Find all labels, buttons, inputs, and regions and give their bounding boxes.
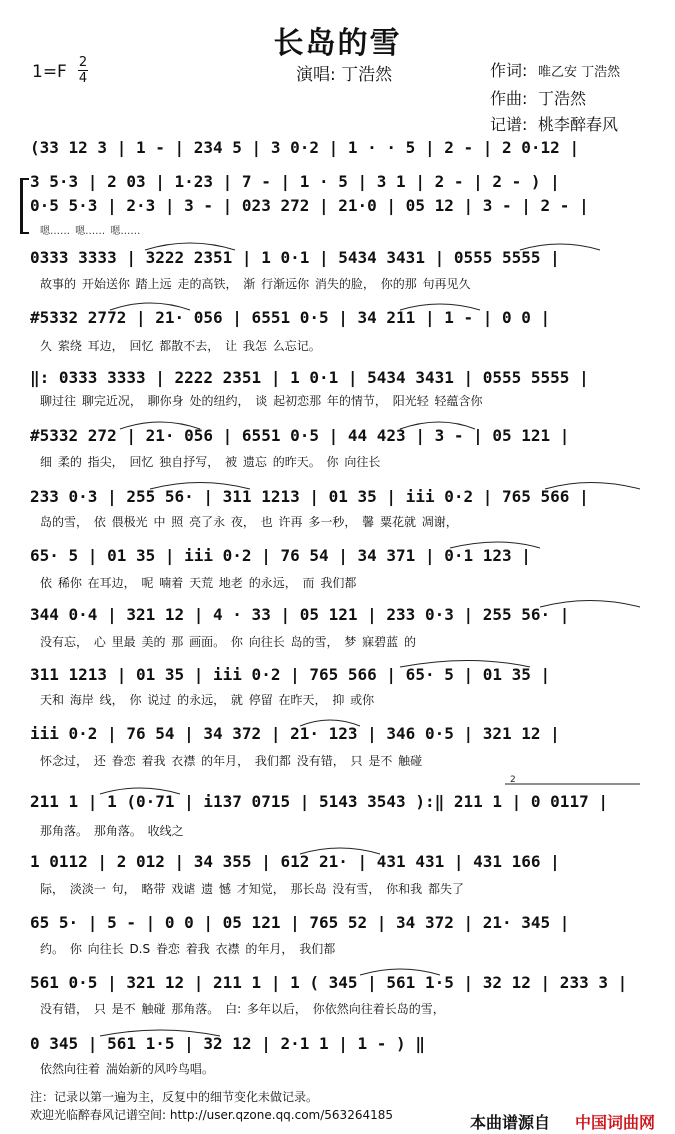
system-bracket [20, 178, 29, 234]
transcription-note: 注：记录以第一遍为主，反复中的细节变化未做记录。 [30, 1090, 319, 1104]
notation-row: #5332 272 | 21· 056 | 6551 0·5 | 44 423 | 3 - | 05 121 | [30, 426, 570, 445]
transcriber: 桃李醉春风 [538, 115, 619, 134]
notation-row: 3 5·3 | 2 03 | 1·23 | 7 - | 1 · 5 | 3 1 | 2 - | 2 - ) | [30, 172, 560, 191]
lyric-row: 没有错， 只 是不 触碰 那角落。 白: 多年以后， 你依然向往着长岛的雪， [40, 1002, 445, 1016]
welcome-text: 欢迎光临醉春风记谱空间: http://user.qzone.qq.com/563264185 [30, 1108, 394, 1122]
lyric-row: 天和 海岸 线， 你 说过 的永远， 就 停留 在昨天， 抑 或你 [40, 693, 375, 707]
lyric-row: 岛的雪， 依 偎极光 中 照 亮了永 夜， 也 许再 多一秒， 馨 粟花就 凋谢， [40, 515, 458, 529]
site-link[interactable]: 中国词曲网 [575, 1113, 656, 1132]
lyricist-label: 作词: [490, 61, 528, 80]
notation-row: 211 1 | 1 (0·71 | i137 0715 | 5143 3543 ):‖ 211 1 | 0 0117 | [30, 792, 608, 811]
notation-row: 0333 3333 | 3222 2351 | 1 0·1 | 5434 3431 | 0555 5555 | [30, 248, 560, 267]
lyricist: 唯乙安 丁浩然 [538, 65, 621, 80]
lyric-row: 没有忘， 心 里最 美的 那 画面。 你 向往长 岛的雪， 梦 寐碧蓝 的 [40, 635, 416, 649]
page-title: 长岛的雪 [273, 26, 402, 61]
time-signature [78, 56, 88, 85]
lyric-row: 依 稀你 在耳边， 呢 喃着 天荒 地老 的永远， 而 我们都 [40, 576, 357, 590]
lyric-row: 聊过往 聊完近况， 聊你身 处的纽约， 谈 起初恋那 年的情节， 阳光轻 轻蕴含你 [40, 394, 483, 408]
composer-label: 作曲: [490, 89, 528, 108]
notation-row: 65 5· | 5 - | 0 0 | 05 121 | 765 52 | 34 372 | 21· 345 | [30, 913, 570, 932]
source-label: 本曲谱源自 [470, 1113, 551, 1132]
notation-row: 1 0112 | 2 012 | 34 355 | 612 21· | 431 431 | 431 166 | [30, 852, 560, 871]
notation-row: 311 1213 | 01 35 | iii 0·2 | 765 566 | 65· 5 | 01 35 | [30, 665, 551, 684]
composer: 丁浩然 [538, 89, 587, 108]
transcriber-line [490, 112, 620, 138]
repeat-ending-number: 2 [510, 775, 516, 785]
transcriber-label: 记谱: [490, 115, 528, 134]
notation-row: (33 12 3 | 1 - | 234 5 | 3 0·2 | 1 · · 5 | 2 - | 2 0·12 | [30, 138, 580, 157]
composer-line [490, 86, 620, 112]
lyric-row: 久 萦绕 耳边， 回忆 都散不去， 让 我怎 么忘记。 [40, 339, 321, 353]
notation-row: ‖: 0333 3333 | 2222 2351 | 1 0·1 | 5434 3431 | 0555 5555 | [30, 368, 589, 387]
lyric-row: 那角落。 那角落。 收线之 [40, 824, 184, 838]
lyric-row: 约。 你 向往长 D.S 眷恋 着我 衣襟 的年月， 我们都 [40, 942, 336, 956]
notation-row: 233 0·3 | 255 56· | 311 1213 | 01 35 | iii 0·2 | 765 566 | [30, 487, 589, 506]
lyric-row: 怀念过， 还 眷恋 着我 衣襟 的年月， 我们都 没有错， 只 是不 触碰 [40, 754, 423, 768]
notation-row: 0·5 5·3 | 2·3 | 3 - | 023 272 | 21·0 | 05 12 | 3 - | 2 - | [30, 196, 589, 215]
key-signature: 1=F [32, 62, 67, 82]
meter-denominator: 4 [78, 71, 88, 86]
credits [490, 58, 620, 138]
notation-row: 65· 5 | 01 35 | iii 0·2 | 76 54 | 34 371 | 0·1 123 | [30, 546, 531, 565]
lyric-row: 细 柔的 指尖， 回忆 独自抒写， 被 遗忘 的昨天。 你 向往长 [40, 455, 381, 469]
meter-numerator: 2 [78, 55, 88, 70]
notation-row: 0 345 | 561 1·5 | 32 12 | 2·1 1 | 1 - ) ‖ [30, 1034, 425, 1053]
lyricist-line [490, 58, 620, 86]
lyric-row: 依然向往着 湍始新的风吟鸟唱。 [40, 1062, 214, 1076]
notation-row: 344 0·4 | 321 12 | 4 · 33 | 05 121 | 233 0·3 | 255 56· | [30, 605, 570, 624]
lyric-row: 际， 淡淡一 句， 略带 戏谑 遗 憾 才知觉， 那长岛 没有雪， 你和我 都失了 [40, 882, 464, 896]
lyric-row: 嗯…… 嗯…… 嗯…… [40, 226, 141, 237]
notation-row: iii 0·2 | 76 54 | 34 372 | 21· 123 | 346 0·5 | 321 12 | [30, 724, 560, 743]
lyric-row: 故事的 开始送你 踏上远 走的高铁， 渐 行渐远你 消失的脸， 你的那 句再见久 [40, 277, 471, 291]
singer: 演唱: 丁浩然 [296, 65, 393, 85]
notation-row: #5332 2772 | 21· 056 | 6551 0·5 | 34 211 | 1 - | 0 0 | [30, 308, 551, 327]
notation-row: 561 0·5 | 321 12 | 211 1 | 1 ( 345 | 561 1·5 | 32 12 | 233 3 | [30, 973, 628, 992]
